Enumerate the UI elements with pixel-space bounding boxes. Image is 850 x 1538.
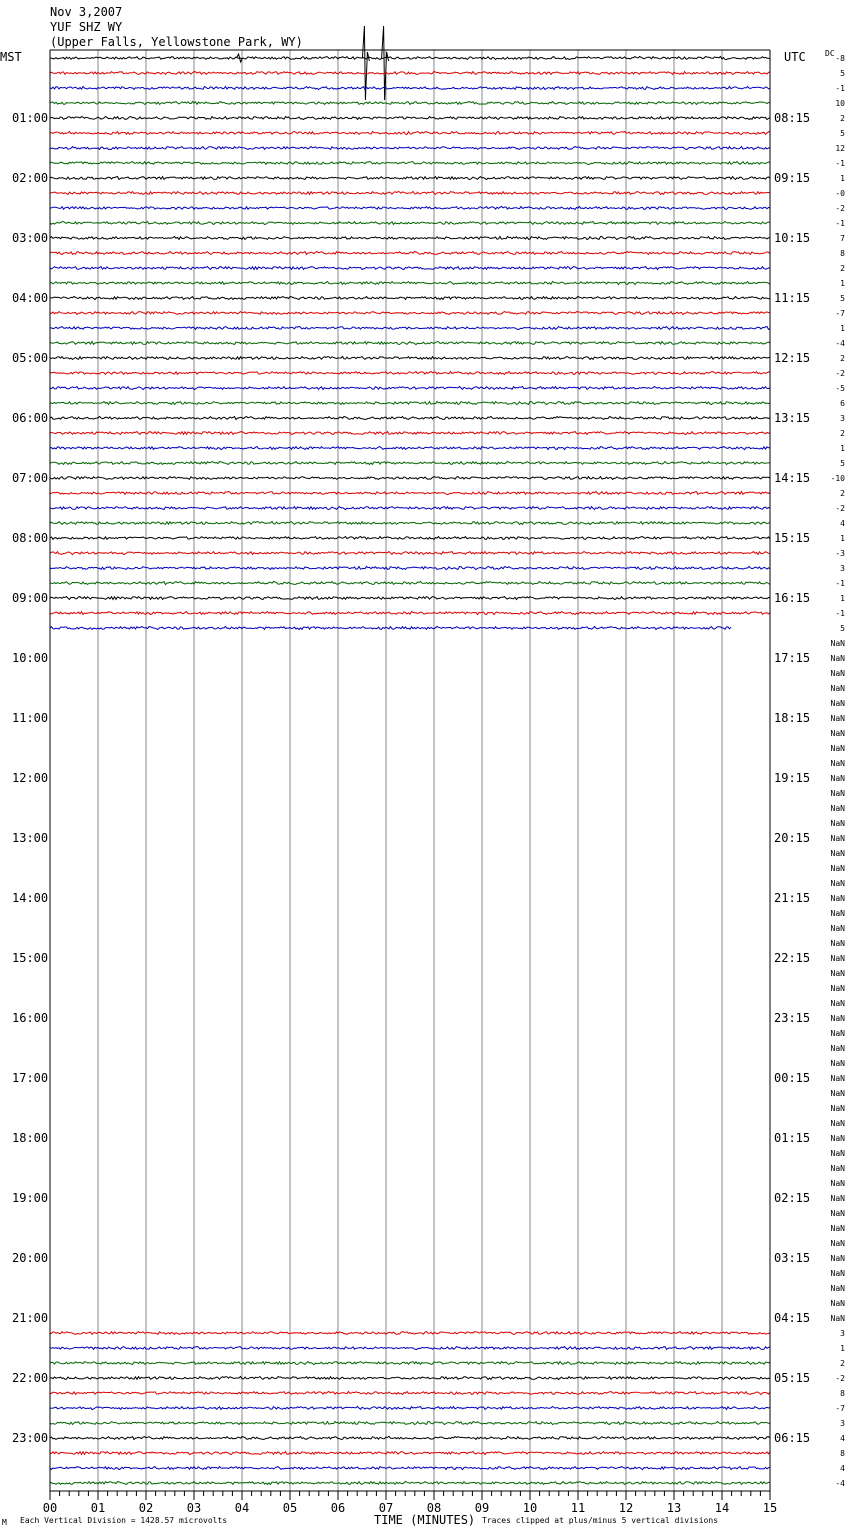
dc-offset-value: 1 — [840, 594, 845, 603]
dc-offset-value: NaN — [830, 1089, 845, 1098]
dc-offset-value: NaN — [830, 804, 845, 813]
trace-line — [50, 1467, 770, 1470]
dc-offset-value: NaN — [830, 1284, 845, 1293]
dc-offset-value: 1 — [840, 1344, 845, 1353]
trace-line — [50, 102, 770, 105]
dc-offset-value: 2 — [840, 429, 845, 438]
trace-line — [50, 1392, 770, 1395]
trace-line — [50, 147, 770, 150]
trace-line — [50, 416, 770, 419]
x-tick-label: 13 — [666, 1501, 682, 1515]
dc-offset-value: -5 — [835, 384, 845, 393]
trace-line — [50, 477, 770, 480]
trace-line — [50, 251, 770, 254]
dc-offset-value: 5 — [840, 294, 845, 303]
dc-offset-value: NaN — [830, 1224, 845, 1233]
dc-offset-value: 1 — [840, 444, 845, 453]
trace-line — [50, 1407, 770, 1410]
utc-hour-label: 15:15 — [774, 531, 811, 545]
dc-offset-value: -4 — [835, 339, 845, 348]
dc-offset-value: NaN — [830, 954, 845, 963]
dc-offset-value: 7 — [840, 234, 845, 243]
dc-offset-value: NaN — [830, 699, 845, 708]
mst-hour-label: 01:00 — [12, 111, 49, 125]
dc-offset-value: NaN — [830, 834, 845, 843]
dc-offset-value: NaN — [830, 669, 845, 678]
x-axis-title: TIME (MINUTES) — [374, 1513, 476, 1527]
scale-note: Each Vertical Division = 1428.57 microvolts — [20, 1516, 228, 1525]
dc-offset-value: 2 — [840, 114, 845, 123]
utc-hour-label: 22:15 — [774, 951, 811, 965]
dc-offset-value: 6 — [840, 399, 845, 408]
dc-offset-value: 5 — [840, 624, 845, 633]
utc-hour-label: 16:15 — [774, 591, 811, 605]
trace-line — [50, 1481, 770, 1484]
utc-hour-label: 09:15 — [774, 171, 811, 185]
dc-offset-value: NaN — [830, 1299, 845, 1308]
clip-note: Traces clipped at plus/minus 5 vertical divisions — [482, 1516, 719, 1525]
dc-offset-value: 1 — [840, 279, 845, 288]
dc-offset-value: NaN — [830, 1029, 845, 1038]
mst-hour-label: 04:00 — [12, 291, 49, 305]
x-tick-label: 12 — [618, 1501, 634, 1515]
x-tick-label: 02 — [138, 1501, 154, 1515]
mst-hour-label: 13:00 — [12, 831, 49, 845]
utc-hour-label: 13:15 — [774, 411, 811, 425]
trace-line — [50, 447, 770, 450]
dc-offset-value: NaN — [830, 1179, 845, 1188]
plot-frame — [50, 50, 770, 1491]
x-tick-label: 10 — [522, 1501, 538, 1515]
dc-offset-value: NaN — [830, 1074, 845, 1083]
dc-offset-value: NaN — [830, 714, 845, 723]
utc-hour-label: 02:15 — [774, 1191, 811, 1205]
mst-hour-label: 20:00 — [12, 1251, 49, 1265]
utc-hour-label: 20:15 — [774, 831, 811, 845]
trace-line — [50, 521, 770, 524]
trace-line — [50, 327, 770, 330]
trace-line — [50, 117, 770, 120]
dc-offset-value: -4 — [835, 1479, 845, 1488]
vertical-grid — [98, 50, 722, 1491]
dc-offset-value: NaN — [830, 909, 845, 918]
x-tick-label: 07 — [378, 1501, 394, 1515]
dc-offset-value: NaN — [830, 999, 845, 1008]
trace-line — [50, 222, 770, 225]
dc-offset-value: -1 — [835, 84, 845, 93]
trace-line — [50, 1452, 770, 1455]
trace-line — [50, 237, 770, 240]
utc-hour-label: 10:15 — [774, 231, 811, 245]
x-axis — [43, 1491, 777, 1515]
header-station: YUF SHZ WY — [50, 20, 123, 34]
dc-offset-value: -1 — [835, 609, 845, 618]
trace-line — [50, 537, 770, 540]
dc-offset-value: 5 — [840, 459, 845, 468]
trace-line — [50, 1436, 770, 1439]
trace-line — [50, 581, 770, 584]
dc-offset-value: 5 — [840, 69, 845, 78]
trace-line — [50, 177, 770, 180]
dc-offset-value: -1 — [835, 579, 845, 588]
utc-hour-label: 01:15 — [774, 1131, 811, 1145]
utc-hour-label: 18:15 — [774, 711, 811, 725]
utc-hour-label: 00:15 — [774, 1071, 811, 1085]
dc-offset-value: 3 — [840, 1419, 845, 1428]
dc-offset-value: NaN — [830, 1119, 845, 1128]
dc-offset-value: 4 — [840, 519, 845, 528]
dc-offset-value: -1 — [835, 159, 845, 168]
mst-hour-label: 02:00 — [12, 171, 49, 185]
mst-hour-label: 09:00 — [12, 591, 49, 605]
trace-line — [50, 1362, 770, 1365]
trace-line — [50, 282, 770, 285]
utc-hour-label: 04:15 — [774, 1311, 811, 1325]
dc-offset-value: NaN — [830, 789, 845, 798]
dc-offset-value: NaN — [830, 1059, 845, 1068]
trace-line — [50, 342, 770, 345]
dc-offset-value: -0 — [835, 189, 845, 198]
x-tick-label: 03 — [186, 1501, 202, 1515]
dc-offset-value: NaN — [830, 1149, 845, 1158]
trace-line — [50, 207, 770, 210]
mst-hour-label: 16:00 — [12, 1011, 49, 1025]
dc-offset-value: NaN — [830, 984, 845, 993]
mst-hour-label: 03:00 — [12, 231, 49, 245]
x-tick-label: 09 — [474, 1501, 490, 1515]
dc-offset-value: 4 — [840, 1434, 845, 1443]
dc-offset-value: NaN — [830, 774, 845, 783]
trace-line — [50, 567, 770, 570]
mst-hour-label: 08:00 — [12, 531, 49, 545]
row-label-group — [12, 111, 810, 1445]
mst-hour-label: 19:00 — [12, 1191, 49, 1205]
dc-offset-value: 8 — [840, 1389, 845, 1398]
utc-hour-label: 06:15 — [774, 1431, 811, 1445]
dc-offset-value: NaN — [830, 1269, 845, 1278]
utc-hour-label: 17:15 — [774, 651, 811, 665]
dc-offset-value: -1 — [835, 219, 845, 228]
dc-offset-value: 3 — [840, 414, 845, 423]
dc-offset-value: NaN — [830, 894, 845, 903]
dc-offset-value: NaN — [830, 879, 845, 888]
dc-offset-value: 4 — [840, 1464, 845, 1473]
utc-hour-label: 19:15 — [774, 771, 811, 785]
trace-line — [50, 162, 770, 165]
trace-line — [50, 372, 770, 375]
dc-offset-value: -7 — [835, 309, 845, 318]
dc-offset-value: NaN — [830, 969, 845, 978]
x-tick-label: 01 — [90, 1501, 106, 1515]
dc-offset-value: NaN — [830, 744, 845, 753]
mst-hour-label: 10:00 — [12, 651, 49, 665]
trace-line — [50, 402, 770, 405]
dc-offset-value: -8 — [835, 54, 845, 63]
dc-offset-value: 8 — [840, 249, 845, 258]
dc-offset-value: NaN — [830, 1044, 845, 1053]
trace-line — [50, 191, 770, 194]
trace-line — [50, 612, 770, 615]
trace-line — [50, 597, 770, 600]
dc-offset-group — [831, 54, 846, 1488]
dc-offset-value: NaN — [830, 849, 845, 858]
utc-hour-label: 21:15 — [774, 891, 811, 905]
dc-offset-value: NaN — [830, 1134, 845, 1143]
mst-hour-label: 18:00 — [12, 1131, 49, 1145]
trace-line — [50, 87, 770, 90]
dc-offset-value: NaN — [830, 1314, 845, 1323]
x-tick-label: 11 — [570, 1501, 586, 1515]
mst-hour-label: 15:00 — [12, 951, 49, 965]
utc-hour-label: 12:15 — [774, 351, 811, 365]
dc-offset-value: NaN — [830, 819, 845, 828]
x-tick-label: 00 — [42, 1501, 58, 1515]
dc-offset-value: 8 — [840, 1449, 845, 1458]
dc-offset-value: 3 — [840, 1329, 845, 1338]
mst-hour-label: 06:00 — [12, 411, 49, 425]
trace-line — [50, 461, 770, 464]
x-tick-label: 06 — [330, 1501, 346, 1515]
dc-offset-value: NaN — [830, 654, 845, 663]
dc-offset-value: 5 — [840, 129, 845, 138]
trace-line — [50, 492, 770, 495]
utc-hour-label: 08:15 — [774, 111, 811, 125]
dc-header: DC — [825, 49, 835, 58]
mst-hour-label: 22:00 — [12, 1371, 49, 1385]
trace-line — [50, 1347, 770, 1350]
mst-hour-label: 11:00 — [12, 711, 49, 725]
dc-offset-value: NaN — [830, 924, 845, 933]
dc-offset-value: 10 — [835, 99, 845, 108]
trace-line — [50, 1422, 770, 1425]
trace-line — [50, 312, 770, 315]
dc-offset-value: 2 — [840, 354, 845, 363]
trace-line — [50, 1332, 770, 1335]
dc-offset-value: 12 — [835, 144, 845, 153]
dc-offset-value: NaN — [830, 729, 845, 738]
dc-offset-value: -2 — [835, 1374, 845, 1383]
trace-line — [50, 432, 770, 435]
mst-hour-label: 17:00 — [12, 1071, 49, 1085]
trace-line — [50, 387, 770, 390]
dc-offset-value: NaN — [830, 759, 845, 768]
dc-offset-value: NaN — [830, 864, 845, 873]
dc-offset-value: NaN — [830, 1104, 845, 1113]
x-tick-label: 04 — [234, 1501, 250, 1515]
trace-line — [50, 507, 770, 510]
dc-offset-value: -2 — [835, 204, 845, 213]
corner-mark: M — [2, 1518, 7, 1527]
utc-hour-label: 03:15 — [774, 1251, 811, 1265]
dc-offset-value: NaN — [830, 1194, 845, 1203]
dc-offset-value: 1 — [840, 174, 845, 183]
trace-line — [50, 71, 770, 74]
dc-offset-value: NaN — [830, 1239, 845, 1248]
right-axis-title: UTC — [784, 50, 806, 64]
utc-hour-label: 05:15 — [774, 1371, 811, 1385]
trace-line — [50, 1376, 770, 1379]
trace-line — [50, 626, 731, 629]
mst-hour-label: 05:00 — [12, 351, 49, 365]
dc-offset-value: 3 — [840, 564, 845, 573]
dc-offset-value: NaN — [830, 684, 845, 693]
dc-offset-value: 2 — [840, 489, 845, 498]
dc-offset-value: 2 — [840, 264, 845, 273]
left-axis-title: MST — [0, 50, 22, 64]
x-tick-label: 05 — [282, 1501, 298, 1515]
dc-offset-value: NaN — [830, 639, 845, 648]
trace-line — [50, 296, 770, 299]
trace-line — [50, 267, 770, 270]
dc-offset-value: NaN — [830, 1164, 845, 1173]
mst-hour-label: 23:00 — [12, 1431, 49, 1445]
header-location: (Upper Falls, Yellowstone Park, WY) — [50, 35, 303, 49]
utc-hour-label: 23:15 — [774, 1011, 811, 1025]
trace-line — [50, 132, 770, 135]
dc-offset-value: -10 — [830, 474, 845, 483]
dc-offset-value: 1 — [840, 534, 845, 543]
dc-offset-value: NaN — [830, 1014, 845, 1023]
dc-offset-value: NaN — [830, 1254, 845, 1263]
utc-hour-label: 14:15 — [774, 471, 811, 485]
trace-line — [50, 552, 770, 555]
mst-hour-label: 07:00 — [12, 471, 49, 485]
x-tick-label: 14 — [714, 1501, 730, 1515]
header-date: Nov 3,2007 — [50, 5, 123, 19]
dc-offset-value: -7 — [835, 1404, 845, 1413]
dc-offset-value: 1 — [840, 324, 845, 333]
x-tick-label: 08 — [426, 1501, 442, 1515]
dc-offset-value: 2 — [840, 1359, 845, 1368]
mst-hour-label: 12:00 — [12, 771, 49, 785]
dc-offset-value: NaN — [830, 1209, 845, 1218]
trace-group — [50, 26, 770, 1485]
utc-hour-label: 11:15 — [774, 291, 811, 305]
x-tick-label: 15 — [762, 1501, 778, 1515]
dc-offset-value: NaN — [830, 939, 845, 948]
dc-offset-value: -2 — [835, 504, 845, 513]
mst-hour-label: 14:00 — [12, 891, 49, 905]
dc-offset-value: -2 — [835, 369, 845, 378]
trace-line — [50, 356, 770, 359]
dc-offset-value: -3 — [835, 549, 845, 558]
mst-hour-label: 21:00 — [12, 1311, 49, 1325]
